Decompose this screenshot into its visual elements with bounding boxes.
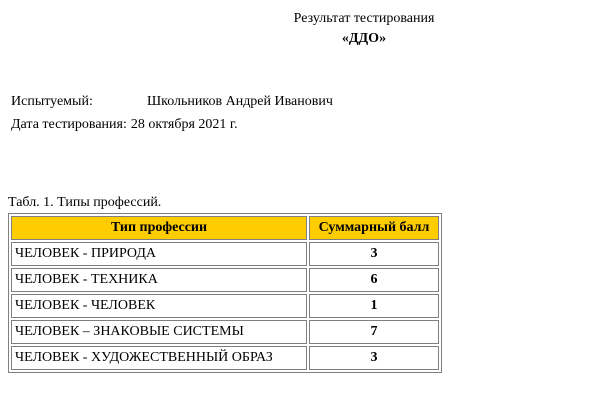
- profession-type-cell: ЧЕЛОВЕК - ПРИРОДА: [11, 242, 307, 266]
- table-row: [11, 268, 439, 292]
- date-value: 28 октября 2021 г.: [130, 117, 238, 132]
- header-profession-type: Тип профессии: [11, 216, 307, 240]
- results-table: [8, 213, 442, 373]
- score-cell: 3: [309, 346, 439, 370]
- subject-value: Школьников Андрей Иванович: [147, 94, 333, 109]
- subject-row: [11, 92, 333, 115]
- profession-type-cell: ЧЕЛОВЕК - ХУДОЖЕСТВЕННЫЙ ОБРАЗ: [11, 346, 307, 370]
- date-row: [11, 115, 333, 138]
- test-name: «ДДО»: [341, 31, 387, 46]
- table-row: [11, 242, 439, 266]
- score-cell: 7: [309, 320, 439, 344]
- report-title-line: Результат тестирования: [293, 11, 435, 26]
- report-title: [258, 9, 470, 49]
- table-caption: Табл. 1. Типы профессий.: [8, 195, 162, 210]
- table-row: [11, 320, 439, 344]
- score-cell: 3: [309, 242, 439, 266]
- table-row: [11, 346, 439, 370]
- profession-type-cell: ЧЕЛОВЕК - ЧЕЛОВЕК: [11, 294, 307, 318]
- profession-type-cell: ЧЕЛОВЕК - ТЕХНИКА: [11, 268, 307, 292]
- date-label: Дата тестирования:: [11, 117, 127, 132]
- header-total-score: Суммарный балл: [309, 216, 439, 240]
- subject-info: [11, 92, 333, 138]
- score-cell: 1: [309, 294, 439, 318]
- score-cell: 6: [309, 268, 439, 292]
- table-header-row: [11, 216, 439, 240]
- profession-types-table: [8, 213, 442, 373]
- subject-label: Испытуемый:: [11, 94, 93, 109]
- table-row: [11, 294, 439, 318]
- profession-type-cell: ЧЕЛОВЕК – ЗНАКОВЫЕ СИСТЕМЫ: [11, 320, 307, 344]
